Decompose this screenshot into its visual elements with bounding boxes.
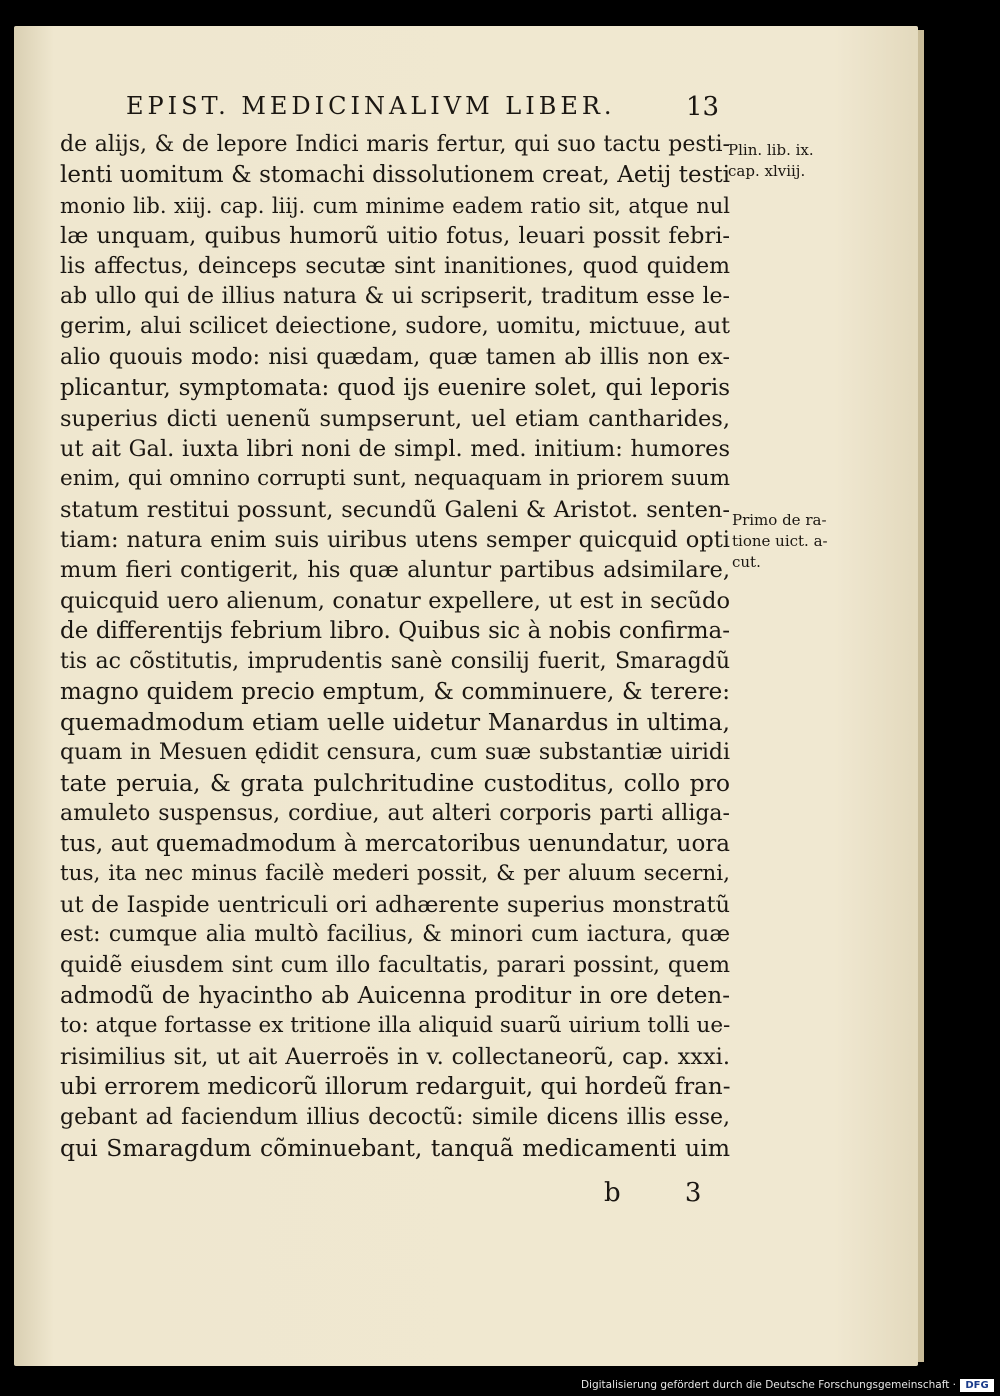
text-line: gebant ad faciendum illius decoctũ: simile dicens illis esse, xyxy=(60,1104,730,1130)
text-line: tate peruia, & grata pulchritudine custoditus, collo pro xyxy=(60,769,730,798)
marginal-note-line: tione uict. a- xyxy=(732,532,828,550)
text-line: superius dicti uenenũ sumpserunt, uel etiam cantharides, xyxy=(60,405,730,432)
page-number: 13 xyxy=(686,92,720,122)
text-line: mum fieri contigerit, his quæ aluntur partibus adsimilare, xyxy=(60,557,730,584)
text-line: ut de Iaspide uentriculi ori adhærente superius monstratũ xyxy=(60,891,730,918)
marginal-note-line: Plin. lib. ix. xyxy=(728,141,814,159)
text-line: ab ullo qui de illius natura & ui scripserit, traditum esse le- xyxy=(60,283,730,309)
text-line: de alijs, & de lepore Indici maris fertur, qui suo tactu pesti- xyxy=(60,132,730,157)
text-line: enim, qui omnino corrupti sunt, nequaquam in priorem suum xyxy=(60,466,730,492)
text-line: alio quouis modo: nisi quædam, quæ tamen ab illis non ex- xyxy=(60,344,730,370)
text-line: risimilius sit, ut ait Auerroës in v. collectaneorũ, cap. xxxi. xyxy=(60,1043,730,1070)
text-line: gerim, alui scilicet deiectione, sudore, uomitu, mictuue, aut xyxy=(60,314,730,340)
body-text xyxy=(60,130,730,1163)
text-line: est: cumque alia multò facilius, & minori cum iactura, quæ xyxy=(60,922,730,948)
marginal-note-line: cap. xlviij. xyxy=(728,162,806,180)
text-line: tiam: natura enim suis uiribus utens semper quicquid opti xyxy=(60,527,730,554)
text-line: tus, ita nec minus facilè mederi possit, & per aluum secerni, xyxy=(60,861,730,887)
text-line: plicantur, symptomata: quod ijs euenire solet, qui leporis xyxy=(60,375,730,402)
text-line: de differentijs febrium libro. Quibus sic à nobis confirma- xyxy=(60,618,730,645)
marginal-note-primo xyxy=(732,510,828,573)
marginal-note-pliny xyxy=(728,140,814,182)
text-line: ubi errorem medicorũ illorum redarguit, qui hordeũ fran- xyxy=(60,1074,730,1101)
text-line: quidẽ eiusdem sint cum illo facultatis, parari possint, quem xyxy=(60,952,730,978)
text-line: tus, aut quemadmodum à mercatoribus uenundatur, uora xyxy=(60,830,730,857)
text-line: quemadmodum etiam uelle uidetur Manardus in ultima, xyxy=(60,708,730,737)
text-line: ut ait Gal. iuxta libri noni de simpl. med. initium: humores xyxy=(60,435,730,462)
text-line: quicquid uero alienum, conatur expellere, ut est in secũdo xyxy=(60,587,730,614)
text-line: admodũ de hyacintho ab Auicenna proditur in ore deten- xyxy=(60,982,730,1009)
text-line: to: atque fortasse ex tritione illa aliquid suarũ uirium tolli ue- xyxy=(60,1013,730,1039)
text-line: qui Smaragdum cõminuebant, tanquã medicamenti uim xyxy=(60,1133,730,1162)
text-line: læ unquam, quibus humorũ uitio fotus, leuari possit febri- xyxy=(60,223,730,250)
signature-mark: b 3 xyxy=(604,1178,730,1208)
text-line: quam in Mesuen ędidit censura, cum suæ substantiæ uiridi xyxy=(60,739,730,765)
text-line: amuleto suspensus, cordiue, aut alteri corporis parti alliga- xyxy=(60,800,730,826)
text-line: magno quidem precio emptum, & comminuere, & terere: xyxy=(60,679,730,706)
running-header xyxy=(126,92,726,126)
text-line: tis ac cõstitutis, imprudentis sanè consilij fuerit, Smaragdũ xyxy=(60,648,730,674)
marginal-note-line: Primo de ra- xyxy=(732,511,827,529)
marginal-note-line: cut. xyxy=(732,553,761,571)
running-title: EPIST. MEDICINALIVM LIBER. xyxy=(126,92,616,120)
digitization-credit: Digitalisierung gefördert durch die Deutsche Forschungsgemeinschaft · xyxy=(580,1379,956,1391)
text-line: lis affectus, deinceps secutæ sint inanitiones, quod quidem xyxy=(60,253,730,279)
dfg-logo-icon: DFG xyxy=(960,1379,994,1392)
text-line: monio lib. xiij. cap. liij. cum minime eadem ratio sit, atque nul xyxy=(60,193,730,218)
text-line: lenti uomitum & stomachi dissolutionem creat, Aetij testi xyxy=(60,162,730,189)
page-edge xyxy=(918,30,924,1362)
text-line: statum restitui possunt, secundũ Galeni & Aristot. senten- xyxy=(60,496,730,523)
